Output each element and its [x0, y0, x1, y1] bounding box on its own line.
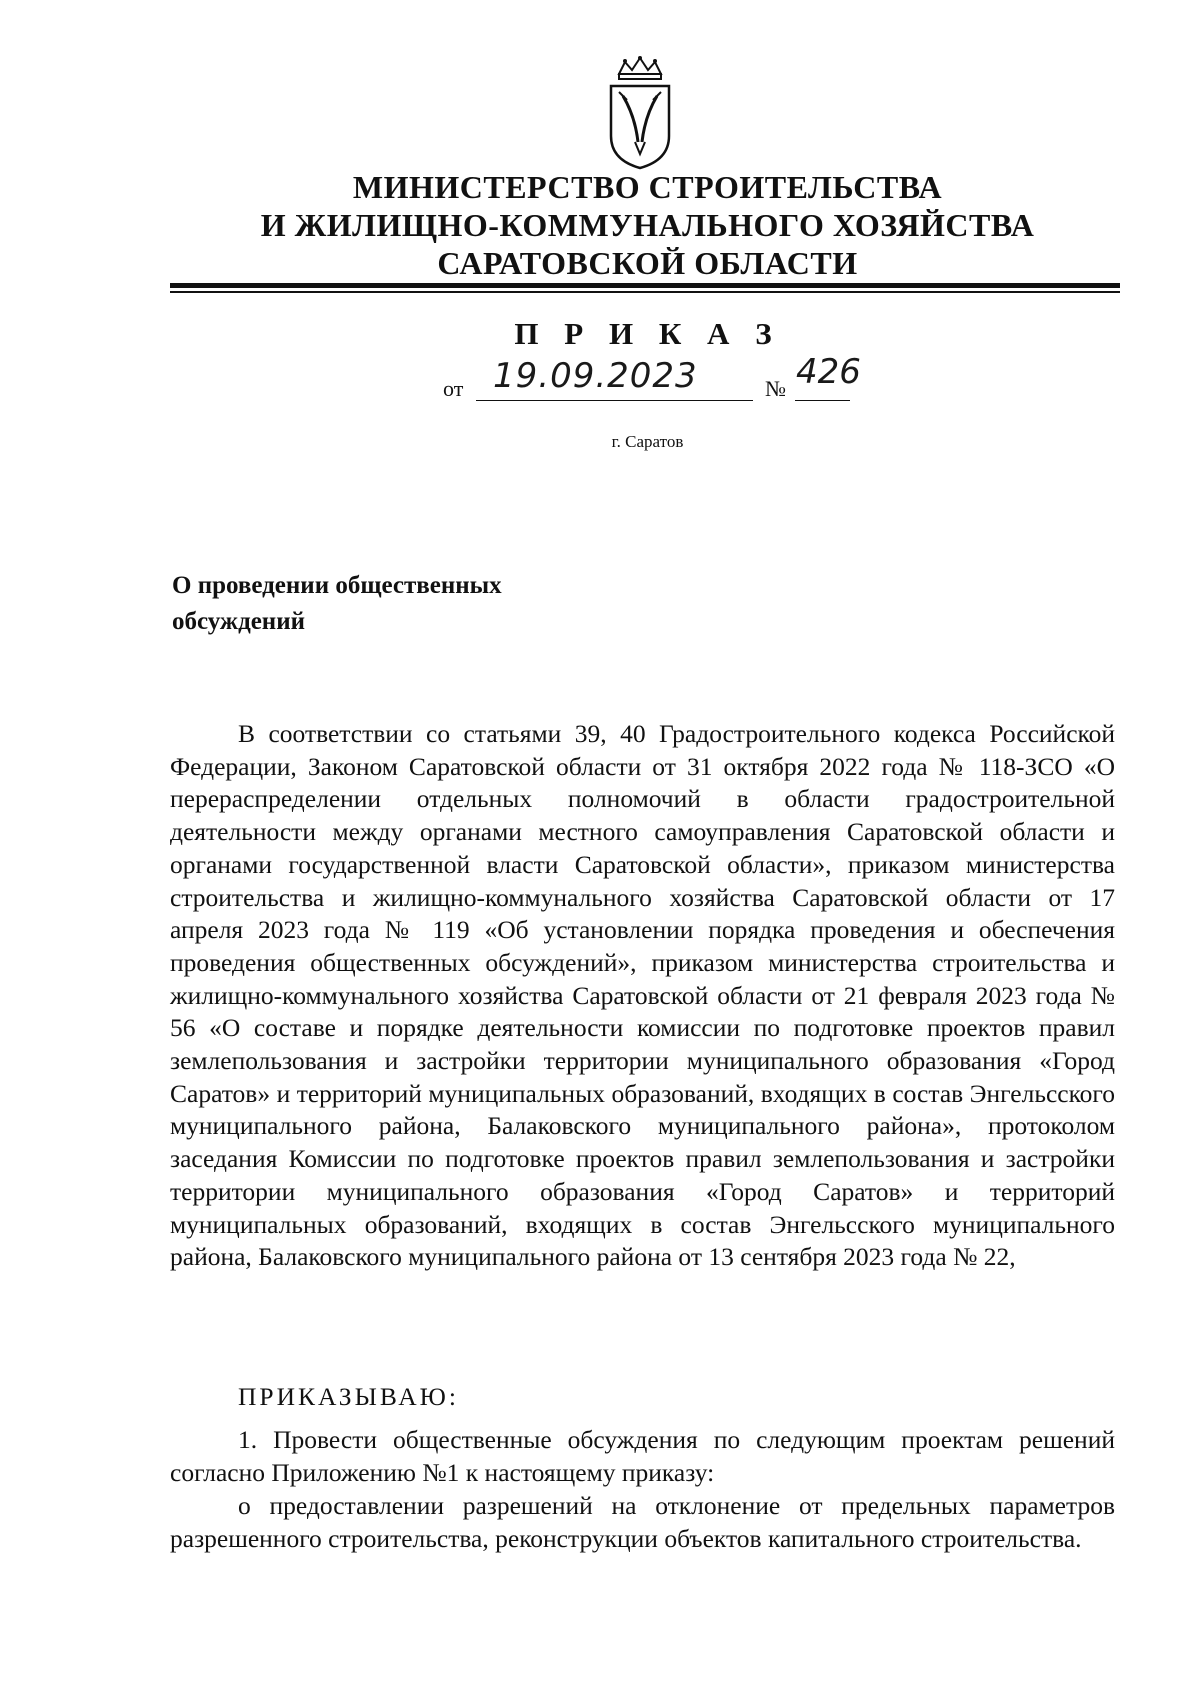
order-number-handwritten: 426: [796, 352, 861, 392]
order-heading: ПРИКАЗЫВАЮ:: [238, 1382, 459, 1411]
order-date-handwritten: 19.09.2023: [493, 356, 698, 396]
header-line-2: И ЖИЛИЩНО-КОММУНАЛЬНОГО ХОЗЯЙСТВА: [260, 207, 1035, 243]
number-underline: [795, 400, 850, 401]
header-divider-thin: [170, 291, 1120, 293]
order-city: г. Саратов: [611, 432, 684, 451]
order-item-1: 1. Провести общественные обсуждения по следующим проектам решений согласно Приложению №1 к настоящему приказу:: [170, 1425, 1115, 1487]
number-prefix: №: [765, 376, 786, 401]
header-divider-thick: [170, 283, 1120, 288]
order-item-1-subitem: о предоставлении разрешений на отклонение от предельных параметров разрешенного строительства, реконструкции объектов капитального строительства.: [170, 1491, 1115, 1553]
order-subject: [172, 568, 502, 640]
date-underline: [476, 400, 753, 401]
date-prefix: от: [443, 376, 464, 401]
subject-line-2: обсуждений: [172, 608, 306, 635]
order-date-number-line: [443, 352, 863, 406]
preamble-paragraph: В соответствии со статьями 39, 40 Градостроительного кодекса Российской Федерации, Законом Саратовской области от 31 октября 2022 года № 118-ЗСО «О перераспределении отдельных полномочий в области градостроительной деятельности между органами местного самоуправления Саратовской области и органами государственной власти Саратовской области», приказом министерства строительства и жилищно-коммунального хозяйства Саратовской области от 17 апреля 2023 года № 119 «Об установлении порядка проведения и обеспечения проведения общественных обсуждений», приказом министерства строительства и жилищно-коммунального хозяйства Саратовской области от 21 февраля 2023 года № 56 «О составе и порядке деятельности комиссии по подготовке проектов правил землепользования и застройки территории муниципального образования «Город Саратов» и территорий муниципальных образований, входящих в состав Энгельсского муниципального района, Балаковского муниципального района», протоколом заседания Комиссии по подготовке проектов правил землепользования и застройки территории муниципального образования «Город Саратов» и территорий муниципальных образований, входящих в состав Энгельсского муниципального района, Балаковского муниципального района от 13 сентября 2023 года № 22,: [170, 719, 1115, 1272]
subject-line-1: О проведении общественных: [172, 572, 502, 599]
header-line-1: МИНИСТЕРСТВО СТРОИТЕЛЬСТВА: [352, 169, 943, 205]
ministry-header: [170, 168, 1125, 282]
order-title: П Р И К А З: [514, 316, 781, 351]
coat-of-arms-icon: [605, 56, 675, 176]
header-line-3: САРАТОВСКОЙ ОБЛАСТИ: [437, 245, 858, 281]
